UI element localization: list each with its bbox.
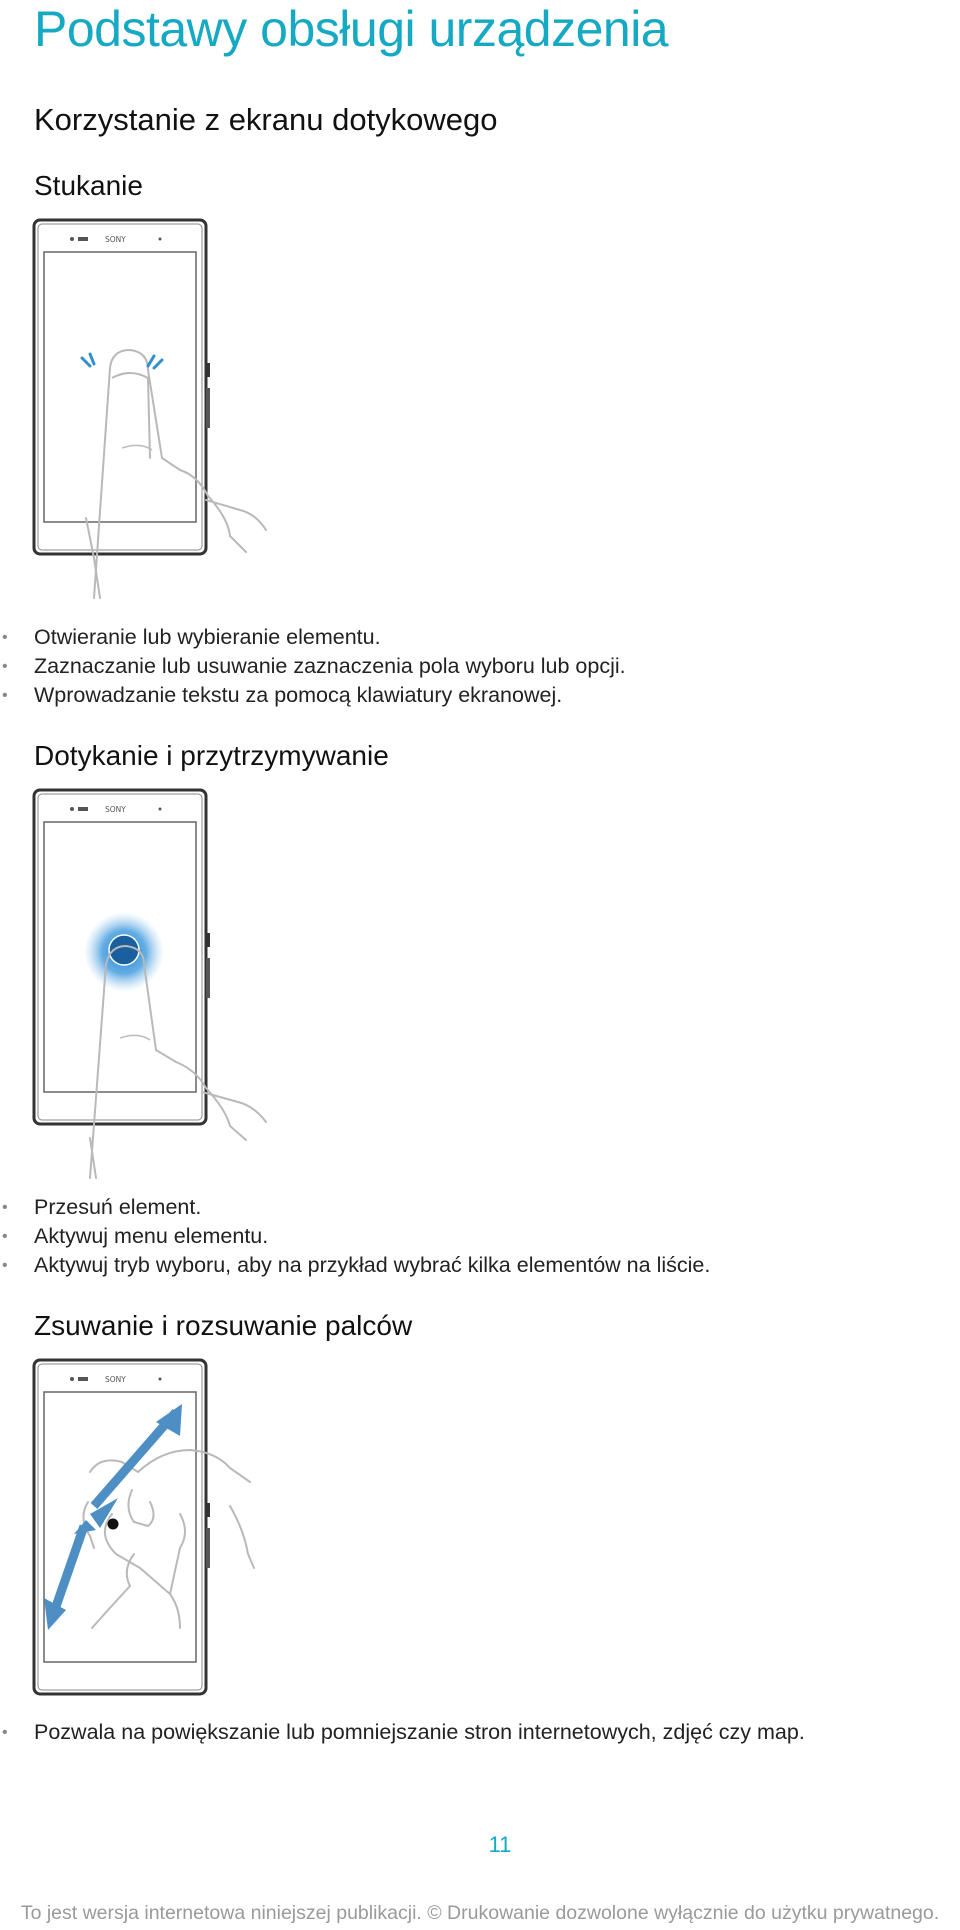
page-title: Podstawy obsługi urządzenia [34,1,669,57]
list-item: • Pozwala na powiększanie lub pomniejszanie stron internetowych, zdjęć czy map. [0,1718,960,1747]
list-item: • Aktywuj tryb wyboru, aby na przykład wybrać kilka elementów na liście. [0,1251,960,1280]
heading-tap: Stukanie [34,170,143,201]
brand-label: SONY [105,235,126,244]
touch-and-hold-bullet-list [0,1193,960,1280]
tap-bullet-list [0,623,960,710]
pinch-zoom-gesture-illustration [30,1358,300,1696]
list-item: • Aktywuj menu elementu. [0,1222,960,1251]
list-item: • Zaznaczanie lub usuwanie zaznaczenia pola wyboru lub opcji. [0,652,960,681]
section-title: Korzystanie z ekranu dotykowego [34,102,498,137]
touch-and-hold-gesture-illustration [30,788,300,1180]
heading-touch-and-hold: Dotykanie i przytrzymywanie [34,740,389,771]
brand-label: SONY [105,1375,126,1384]
pinch-bullet-list [0,1718,960,1747]
heading-pinch: Zsuwanie i rozsuwanie palców [34,1310,413,1341]
tap-gesture-illustration [30,218,300,610]
page-number: 11 [488,1832,512,1857]
brand-label: SONY [105,805,126,814]
list-item: • Przesuń element. [0,1193,960,1222]
list-item: • Otwieranie lub wybieranie elementu. [0,623,960,652]
list-item: • Wprowadzanie tekstu za pomocą klawiatury ekranowej. [0,681,960,710]
footer-note: To jest wersja internetowa niniejszej publikacji. © Drukowanie dozwolone wyłącznie do użytku prywatnego. [20,1902,940,1924]
